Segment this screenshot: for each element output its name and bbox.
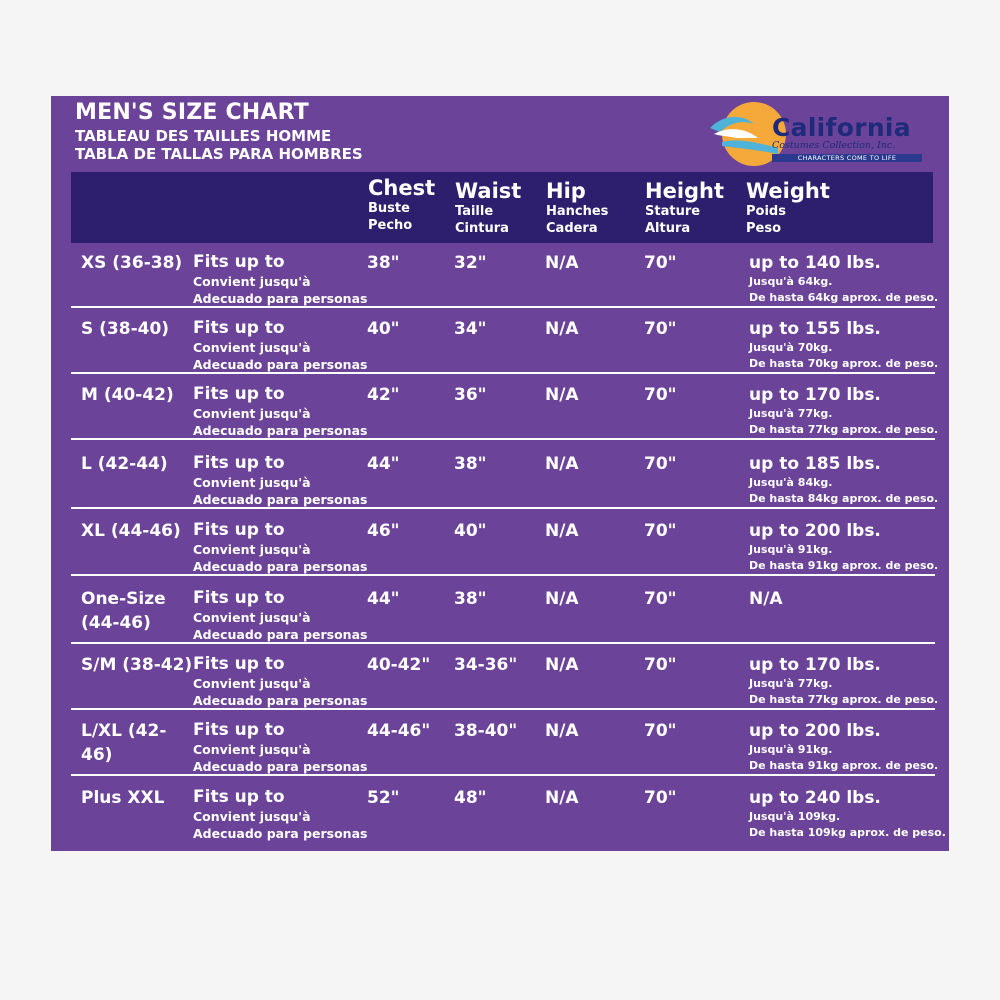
column-header-main: Waist	[455, 179, 522, 203]
chart-titles	[75, 99, 363, 163]
chest-value: 46"	[367, 521, 400, 541]
hip-value: N/A	[545, 454, 579, 474]
fits-up-to	[193, 317, 367, 373]
waist-value: 32"	[454, 253, 487, 273]
column-header-fr: Stature	[645, 204, 701, 219]
size-label: S/M (38-42)	[81, 655, 193, 675]
fits-line: Adecuado para personas	[193, 492, 368, 507]
height-value: 70"	[644, 319, 677, 339]
column-header-weight	[746, 179, 830, 237]
fits-line: Fits up to	[193, 318, 285, 338]
fits-up-to	[193, 587, 367, 643]
fits-line: Convient jusqu'à	[193, 809, 311, 824]
fits-line: Fits up to	[193, 787, 285, 807]
height-value: 70"	[644, 521, 677, 541]
height-value: 70"	[644, 253, 677, 273]
size-label: One-Size (44-46)	[81, 589, 166, 633]
weight-line: up to 170 lbs.	[749, 655, 881, 675]
hip-value: N/A	[545, 589, 579, 609]
title-french: TABLEAU DES TAILLES HOMME	[75, 127, 332, 145]
column-header-main: Height	[645, 179, 725, 203]
column-header-fr: Buste	[368, 201, 410, 216]
table-row	[71, 712, 939, 776]
fits-line: Convient jusqu'à	[193, 676, 311, 691]
table-row	[71, 779, 946, 843]
row-divider	[71, 708, 935, 710]
column-header-fr: Taille	[455, 204, 494, 219]
weight-line: Jusqu'à 84kg.	[749, 476, 833, 489]
fits-line: Convient jusqu'à	[193, 274, 311, 289]
weight-line: De hasta 91kg aprox. de peso.	[749, 759, 939, 772]
fits-up-to	[193, 383, 367, 439]
column-header-es: Peso	[746, 221, 782, 236]
height-value: 70"	[644, 589, 677, 609]
weight-line: Jusqu'à 91kg.	[749, 743, 833, 756]
weight-value	[749, 252, 938, 306]
weight-line: up to 140 lbs.	[749, 253, 881, 273]
fits-up-to	[193, 653, 367, 709]
chest-value: 44-46"	[367, 721, 431, 741]
weight-value	[749, 654, 938, 708]
fits-line: Adecuado para personas	[193, 759, 368, 774]
table-row	[71, 244, 939, 308]
weight-line: De hasta 77kg aprox. de peso.	[749, 693, 939, 706]
title-english: MEN'S SIZE CHART	[75, 100, 309, 125]
waist-value: 48"	[454, 788, 487, 808]
weight-value	[749, 384, 938, 438]
size-label: L/XL (42-46)	[81, 721, 167, 765]
size-label: M (40-42)	[81, 385, 174, 405]
column-header-es: Altura	[645, 221, 691, 236]
column-header-main: Weight	[746, 179, 830, 203]
fits-up-to	[193, 719, 367, 775]
table-row	[71, 646, 939, 710]
weight-line: De hasta 84kg aprox. de peso.	[749, 492, 939, 505]
weight-value	[749, 588, 783, 610]
fits-line: Convient jusqu'à	[193, 406, 311, 421]
fits-line: Convient jusqu'à	[193, 542, 311, 557]
size-label: Plus XXL	[81, 788, 165, 808]
hip-value: N/A	[545, 521, 579, 541]
height-value: 70"	[644, 454, 677, 474]
fits-up-to	[193, 452, 367, 508]
weight-line: De hasta 64kg aprox. de peso.	[749, 291, 939, 304]
row-divider	[71, 438, 935, 440]
weight-line: N/A	[749, 589, 783, 609]
fits-line: Convient jusqu'à	[193, 475, 311, 490]
fits-line: Convient jusqu'à	[193, 340, 311, 355]
fits-line: Fits up to	[193, 384, 285, 404]
fits-line: Adecuado para personas	[193, 693, 368, 708]
waist-value: 38"	[454, 589, 487, 609]
waist-value: 40"	[454, 521, 487, 541]
hip-value: N/A	[545, 253, 579, 273]
column-header-fr: Poids	[746, 204, 786, 219]
fits-line: Adecuado para personas	[193, 826, 368, 841]
fits-line: Adecuado para personas	[193, 559, 368, 574]
fits-line: Adecuado para personas	[193, 423, 368, 438]
chest-value: 44"	[367, 454, 400, 474]
fits-line: Adecuado para personas	[193, 291, 368, 306]
weight-line: up to 170 lbs.	[749, 385, 881, 405]
weight-line: Jusqu'à 77kg.	[749, 677, 833, 690]
row-divider	[71, 642, 935, 644]
fits-line: Adecuado para personas	[193, 357, 368, 372]
height-value: 70"	[644, 721, 677, 741]
waist-value: 36"	[454, 385, 487, 405]
size-label: L (42-44)	[81, 454, 168, 474]
fits-line: Convient jusqu'à	[193, 610, 311, 625]
fits-line: Fits up to	[193, 252, 285, 272]
fits-line: Fits up to	[193, 588, 285, 608]
weight-value	[749, 453, 938, 507]
column-header-waist	[455, 179, 521, 237]
weight-value	[749, 787, 946, 841]
column-header-es: Cintura	[455, 221, 509, 236]
height-value: 70"	[644, 655, 677, 675]
weight-line: De hasta 91kg aprox. de peso.	[749, 559, 939, 572]
chest-value: 40"	[367, 319, 400, 339]
logo-subtitle: Costumes Collection, Inc.	[772, 140, 896, 151]
row-divider	[71, 774, 935, 776]
weight-line: up to 200 lbs.	[749, 521, 881, 541]
size-label: XS (36-38)	[81, 253, 183, 273]
fits-up-to	[193, 251, 367, 307]
chest-value: 40-42"	[367, 655, 431, 675]
weight-value	[749, 520, 938, 574]
row-divider	[71, 574, 935, 576]
weight-line: up to 240 lbs.	[749, 788, 881, 808]
table-row	[71, 310, 939, 374]
chest-value: 42"	[367, 385, 400, 405]
fits-line: Adecuado para personas	[193, 627, 368, 642]
fits-line: Fits up to	[193, 720, 285, 740]
chest-value: 52"	[367, 788, 400, 808]
weight-line: De hasta 77kg aprox. de peso.	[749, 423, 939, 436]
weight-line: De hasta 70kg aprox. de peso.	[749, 357, 939, 370]
column-header-chest	[368, 176, 435, 234]
hip-value: N/A	[545, 721, 579, 741]
table-row	[71, 512, 939, 576]
column-header-band	[71, 172, 933, 243]
fits-line: Fits up to	[193, 453, 285, 473]
table-row	[71, 580, 935, 644]
chest-value: 44"	[367, 589, 400, 609]
chest-value: 38"	[367, 253, 400, 273]
waist-value: 34"	[454, 319, 487, 339]
table-row	[71, 376, 939, 440]
logo-tagline: CHARACTERS COME TO LIFE	[772, 154, 922, 162]
fits-line: Fits up to	[193, 654, 285, 674]
fits-up-to	[193, 519, 367, 575]
weight-line: Jusqu'à 91kg.	[749, 543, 833, 556]
weight-value	[749, 318, 938, 372]
weight-line: Jusqu'à 70kg.	[749, 341, 833, 354]
hip-value: N/A	[545, 385, 579, 405]
column-header-hip	[546, 179, 608, 237]
hip-value: N/A	[545, 655, 579, 675]
weight-line: De hasta 109kg aprox. de peso.	[749, 826, 946, 839]
size-label: XL (44-46)	[81, 521, 181, 541]
weight-line: Jusqu'à 64kg.	[749, 275, 833, 288]
fits-up-to	[193, 786, 367, 842]
weight-line: Jusqu'à 109kg.	[749, 810, 841, 823]
height-value: 70"	[644, 385, 677, 405]
hip-value: N/A	[545, 788, 579, 808]
weight-line: up to 185 lbs.	[749, 454, 881, 474]
column-header-main: Hip	[546, 179, 586, 203]
hip-value: N/A	[545, 319, 579, 339]
waist-value: 34-36"	[454, 655, 518, 675]
weight-line: up to 155 lbs.	[749, 319, 881, 339]
column-header-es: Cadera	[546, 221, 598, 236]
row-divider	[71, 306, 935, 308]
column-header-height	[645, 179, 724, 237]
column-header-main: Chest	[368, 176, 436, 200]
fits-line: Fits up to	[193, 520, 285, 540]
size-label: S (38-40)	[81, 319, 170, 339]
table-row	[71, 445, 939, 509]
title-spanish: TABLA DE TALLAS PARA HOMBRES	[75, 145, 363, 163]
waist-value: 38"	[454, 454, 487, 474]
weight-line: up to 200 lbs.	[749, 721, 881, 741]
logo-name: California	[772, 113, 911, 142]
brand-logo	[706, 98, 941, 170]
row-divider	[71, 372, 935, 374]
fits-line: Convient jusqu'à	[193, 742, 311, 757]
column-header-fr: Hanches	[546, 204, 609, 219]
waist-value: 38-40"	[454, 721, 518, 741]
column-header-es: Pecho	[368, 218, 413, 233]
row-divider	[71, 507, 935, 509]
weight-line: Jusqu'à 77kg.	[749, 407, 833, 420]
weight-value	[749, 720, 938, 774]
height-value: 70"	[644, 788, 677, 808]
size-chart-panel	[51, 96, 949, 851]
